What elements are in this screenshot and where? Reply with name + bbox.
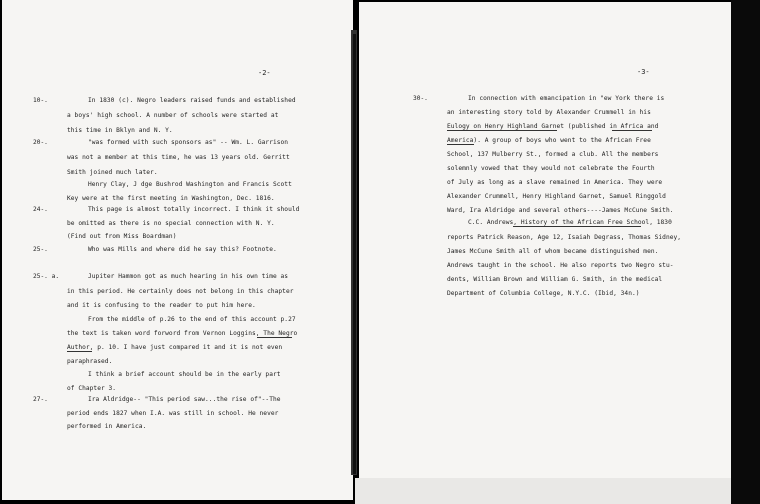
note-line: of July as long as a slave remained in America. They were [447,179,663,186]
note-marker: 20-. [33,139,48,146]
note-line: a boys' high school. A number of schools were started at [67,112,279,119]
underline-mark [447,144,474,145]
note-line: performed in America. [67,423,147,430]
note-line: period ends 1827 when I.A. was still in school. He never [67,410,279,417]
note-line: and it is confusing to the reader to put him here. [67,302,256,309]
scan-border [731,0,760,504]
note-line: Alexander Crummell, Henry Highland Garnet, Samuel Ringgold [447,193,666,200]
note-line: Ira Aldridge-- "This period saw...the rise of"--The [88,396,281,403]
note-line: Eulogy on Henry Highland Garnet (published in Africa and [447,123,659,130]
note-line: this time in Bklyn and N. Y. [67,127,173,134]
note-marker: 30-. [413,95,428,102]
note-line: Key were at the first meeting in Washington, Dec. 1816. [67,195,275,202]
note-line: Henry Clay, J dge Bushrod Washington and Francis Scott [88,181,292,188]
underline-mark [513,226,641,227]
page-bottom-edge [355,478,731,504]
note-line: C.C. Andrews, History of the African Free School, 1830 [468,219,672,226]
note-line: was not a member at this time, he was 13 years old. Gerritt [67,154,290,161]
note-line: reports Patrick Reason, Age 12, Isaiah Degrass, Thomas Sidney, [447,234,682,241]
note-line: dents, William Brown and William G. Smith, in the medical [447,276,663,283]
note-line: In connection with emancipation in "ew York there is [468,95,665,102]
note-line: an interesting story told by Alexander Crummell in his [447,109,651,116]
note-line: of Chapter 3. [67,385,117,392]
underline-mark [257,337,292,338]
note-marker: 25-. [33,246,48,253]
note-line: In 1830 (c). Negro leaders raised funds and established [88,97,296,104]
underline-mark [67,351,92,352]
note-line: the text is taken word forword from Vernon Loggins, The Negro [67,330,298,337]
note-line: I think a brief account should be in the early part [88,371,281,378]
note-line: in this period. He certainly does not belong in this chapter [67,288,294,295]
note-marker: 24-. [33,206,48,213]
note-line: Jupiter Hammon got as much hearing in his own time as [88,273,289,280]
note-line: (Find out from Miss Boardman) [67,233,177,240]
note-line: From the middle of p.26 to the end of this account p.27 [88,316,296,323]
page-gutter-shadow [353,34,356,474]
note-line: be omitted as there is no special connection with N. Y. [67,220,275,227]
note-marker: 25-. a. [33,273,60,280]
note-line: Who was Mills and where did he say this? Footnote. [88,246,277,253]
note-line: Andrews taught in the school. He also reports two Negro stu- [447,262,674,269]
note-line: This page is almost totally incorrect. I think it should [88,206,300,213]
underline-mark [447,130,557,131]
note-line: "was formed with such sponsors as" -- Wm. L. Garrison [88,139,289,146]
page-number: -3- [637,68,650,76]
note-line: School, 137 Mulberry St., formed a club. All the members [447,151,659,158]
note-line: James McCune Smith all of whom became distinguished men. [447,248,659,255]
note-line: Ward, Ira Aldridge and several others----James McCune Smith. [447,207,674,214]
page-number: -2- [258,69,271,77]
note-line: America). A group of boys who went to the African Free [447,137,651,144]
note-line: Author, p. 10. I have just compared it and it is not even [67,344,283,351]
note-line: solemnly vowed that they would not celebrate the Fourth [447,165,655,172]
underline-mark [612,130,652,131]
note-line: paraphrased. [67,358,113,365]
note-line: Department of Columbia College, N.Y.C. (Ibid, 34n.) [447,290,640,297]
note-marker: 27-. [33,396,48,403]
note-line: Smith joined much later. [67,169,158,176]
note-marker: 10-. [33,97,48,104]
